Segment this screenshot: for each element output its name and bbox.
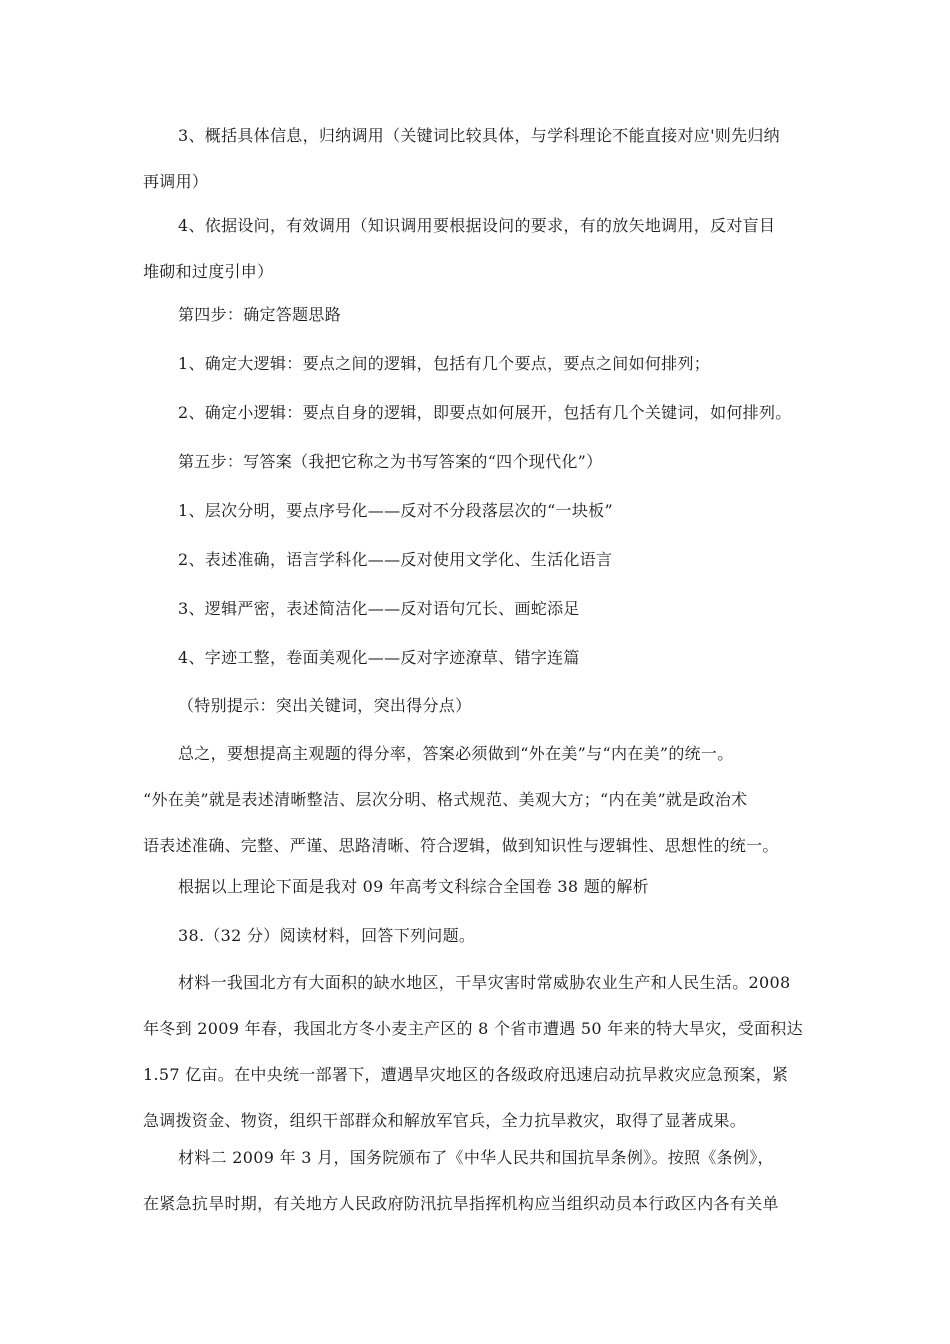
paragraph-step4-item2 xyxy=(143,390,805,436)
text-line: 在紧急抗旱时期，有关地方人民政府防汛抗旱指挥机构应当组织动员本行政区内各有关单 xyxy=(143,1194,779,1213)
paragraph-step3-item3 xyxy=(143,113,805,205)
text-line: 4、字迹工整，卷面美观化——反对字迹潦草、错字连篇 xyxy=(178,648,580,667)
paragraph-step5-item1 xyxy=(143,488,805,534)
text-line: 3、逻辑严密，表述简洁化——反对语句冗长、画蛇添足 xyxy=(178,599,580,618)
text-line: 第五步：写答案（我把它称之为书写答案的“四个现代化”） xyxy=(178,452,603,471)
paragraph-step3-item4 xyxy=(143,203,805,295)
heading-step4 xyxy=(143,292,805,338)
material-two xyxy=(143,1135,805,1227)
paragraph-analysis-intro xyxy=(143,864,805,910)
text-line: 语表述准确、完整、严谨、思路清晰、符合逻辑，做到知识性与逻辑性、思想性的统一。 xyxy=(143,836,779,855)
text-line: 4、依据设问，有效调用（知识调用要根据设问的要求，有的放矢地调用，反对盲目 xyxy=(178,216,776,235)
paragraph-step4-item1 xyxy=(143,341,805,387)
text-line: 第四步：确定答题思路 xyxy=(178,305,342,324)
question-38-heading xyxy=(143,913,805,959)
text-line: 2、表述准确，语言学科化——反对使用文学化、生活化语言 xyxy=(178,550,613,569)
material-one xyxy=(143,960,805,1144)
text-line: 38.（32 分）阅读材料，回答下列问题。 xyxy=(178,926,476,945)
text-line: 根据以上理论下面是我对 09 年高考文科综合全国卷 38 题的解析 xyxy=(178,877,649,896)
text-line: 堆砌和过度引申） xyxy=(143,262,274,281)
text-line: （特别提示：突出关键词，突出得分点） xyxy=(178,696,472,715)
text-line: 急调拨资金、物资，组织干部群众和解放军官兵，全力抗旱救灾，取得了显著成果。 xyxy=(143,1111,747,1130)
text-line: 材料二 2009 年 3 月，国务院颁布了《中华人民共和国抗旱条例》。按照《条例》， xyxy=(178,1148,774,1167)
text-line: 再调用） xyxy=(143,172,209,191)
special-tip xyxy=(143,683,805,729)
heading-step5 xyxy=(143,439,805,485)
text-line: 3、概括具体信息，归纳调用（关键词比较具体，与学科理论不能直接对应'则先归纳 xyxy=(178,126,780,145)
text-line: 1、确定大逻辑：要点之间的逻辑，包括有几个要点，要点之间如何排列； xyxy=(178,354,711,373)
text-line: 总之，要想提高主观题的得分率，答案必须做到“外在美”与“内在美”的统一。 xyxy=(178,744,734,763)
text-line: “外在美”就是表述清晰整洁、层次分明、格式规范、美观大方；“内在美”就是政治术 xyxy=(143,790,748,809)
paragraph-step5-item3 xyxy=(143,586,805,632)
paragraph-summary xyxy=(143,731,805,869)
text-line: 年冬到 2009 年春，我国北方冬小麦主产区的 8 个省市遭遇 50 年来的特大旱灾，受面积达 xyxy=(143,1019,803,1038)
paragraph-step5-item4 xyxy=(143,635,805,681)
text-line: 2、确定小逻辑：要点自身的逻辑，即要点如何展开，包括有几个关键词，如何排列。 xyxy=(178,403,792,422)
text-line: 材料一我国北方有大面积的缺水地区，干旱灾害时常威胁农业生产和人民生活。2008 xyxy=(178,973,791,992)
text-line: 1.57 亿亩。在中央统一部署下，遭遇旱灾地区的各级政府迅速启动抗旱救灾应急预案，紧 xyxy=(143,1065,789,1084)
paragraph-step5-item2 xyxy=(143,537,805,583)
text-line: 1、层次分明，要点序号化——反对不分段落层次的“一块板” xyxy=(178,501,613,520)
